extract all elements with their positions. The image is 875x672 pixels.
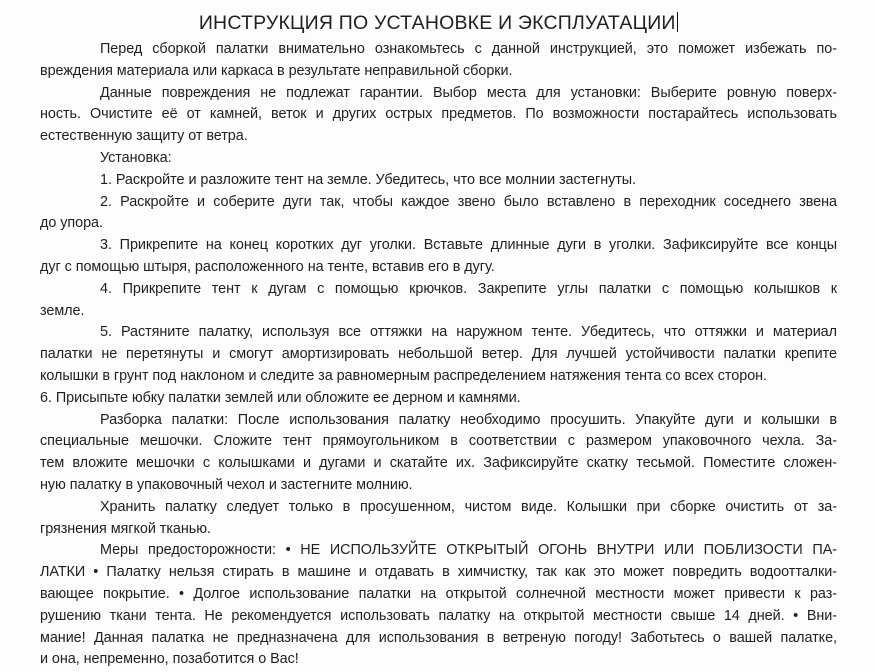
text-line: 3. Прикрепите на конец коротких дуг уголки. Вставьте длинные дуги в уголки. Зафиксируйте все концы — [100, 237, 837, 254]
text-line: специальные мешочки. Сложите тент прямоугольником в соответствии с размером упаковочного чехла. За- — [40, 433, 837, 450]
paragraph — [40, 279, 837, 323]
text-line: грязнения мягкой тканью. — [40, 520, 211, 537]
text-line: рушению ткани тента. Не рекомендуется использовать палатку на открытой местности свыше 14 дней. • Вни- — [40, 607, 837, 624]
paragraph — [40, 497, 837, 541]
paragraph — [40, 39, 837, 83]
text-line: вреждения материала или каркаса в результате неправильной сборки. — [40, 62, 513, 79]
document-title[interactable] — [40, 10, 837, 37]
text-line: тем вложите мешочки с колышками и дугами и скатайте их. Зафиксируйте скатку тесьмой. Поместите сложен- — [40, 455, 837, 472]
text-line: ную палатку в упаковочный чехол и застегните молнию. — [40, 476, 413, 493]
text-line: палатки не перетянуты и смогут амортизировать небольшой ветер. Для лучшей устойчивости палатки крепите — [40, 346, 837, 363]
text-line: и она, непременно, позаботится о Вас! — [40, 651, 299, 668]
paragraph — [40, 192, 837, 236]
text-line: Данные повреждения не подлежат гарантии. Выбор места для установки: Выберите ровную поверх- — [100, 84, 837, 101]
paragraph — [40, 170, 837, 192]
paragraph — [40, 540, 837, 671]
paragraph — [40, 235, 837, 279]
text-line: 4. Прикрепите тент к дугам с помощью крючков. Закрепите углы палатки с помощью колышков к — [100, 280, 837, 297]
text-line: ность. Очистите её от камней, веток и других острых предметов. По возможности постарайтесь использовать — [40, 106, 837, 123]
paragraph — [40, 148, 837, 170]
text-line: 2. Раскройте и соберите дуги так, чтобы каждое звено было вставлено в переходник соседнего звена — [100, 193, 837, 210]
text-line: Меры предосторожности: • НЕ ИСПОЛЬЗУЙТЕ ОТКРЫТЫЙ ОГОНЬ ВНУТРИ ИЛИ ПОБЛИЗОСТИ ПА- — [100, 542, 837, 559]
text-line: колышки в грунт под наклоном и следите за равномерным распределением натяжения тента со всех сторон. — [40, 367, 768, 384]
text-line: мание! Данная палатка не предназначена для использования в ветреную погоду! Заботьтесь о вашей палатке, — [40, 629, 837, 646]
text-line: Установка: — [100, 149, 172, 166]
text-line: Перед сборкой палатки внимательно ознакомьтесь с данной инструкцией, это поможет избежать по- — [100, 41, 837, 57]
text-line: земле. — [40, 302, 85, 319]
text-line: 1. Раскройте и разложите тент на земле. Убедитесь, что все молнии застегнуты. — [100, 171, 637, 188]
paragraph — [40, 322, 837, 387]
text-line: 5. Растяните палатку, используя все оттяжки на наружном тенте. Убедитесь, что оттяжки и материал — [100, 324, 837, 341]
text-line: до упора. — [40, 215, 103, 232]
text-line: 6. Присыпьте юбку палатки землей или обложите ее дерном и камнями. — [40, 389, 521, 406]
paragraph — [40, 410, 837, 497]
paragraph — [40, 83, 837, 148]
text-cursor — [677, 12, 679, 32]
text-line: естественную защиту от ветра. — [40, 128, 248, 145]
title-text: ИНСТРУКЦИЯ ПО УСТАНОВКЕ И ЭКСПЛУАТАЦИИ — [198, 12, 676, 34]
text-line: ЛАТКИ • Палатку нельзя стирать в машине и отдавать в химчистку, так как это может повредить водоотталки- — [40, 564, 837, 581]
text-line: дуг с помощью штыря, расположенного на тенте, вставив его в дугу. — [40, 258, 495, 275]
text-line: Хранить палатку следует только в просушенном, чистом виде. Колышки при сборке очистить от за- — [100, 498, 837, 515]
text-line: вающее покрытие. • Долгое использование палатки на открытой солнечной местности может привести к раз- — [40, 585, 837, 602]
document-body[interactable] — [40, 39, 837, 671]
paragraph — [40, 388, 837, 410]
text-line: Разборка палатки: После использования палатку необходимо просушить. Упакуйте дуги и колышки в — [100, 411, 837, 428]
